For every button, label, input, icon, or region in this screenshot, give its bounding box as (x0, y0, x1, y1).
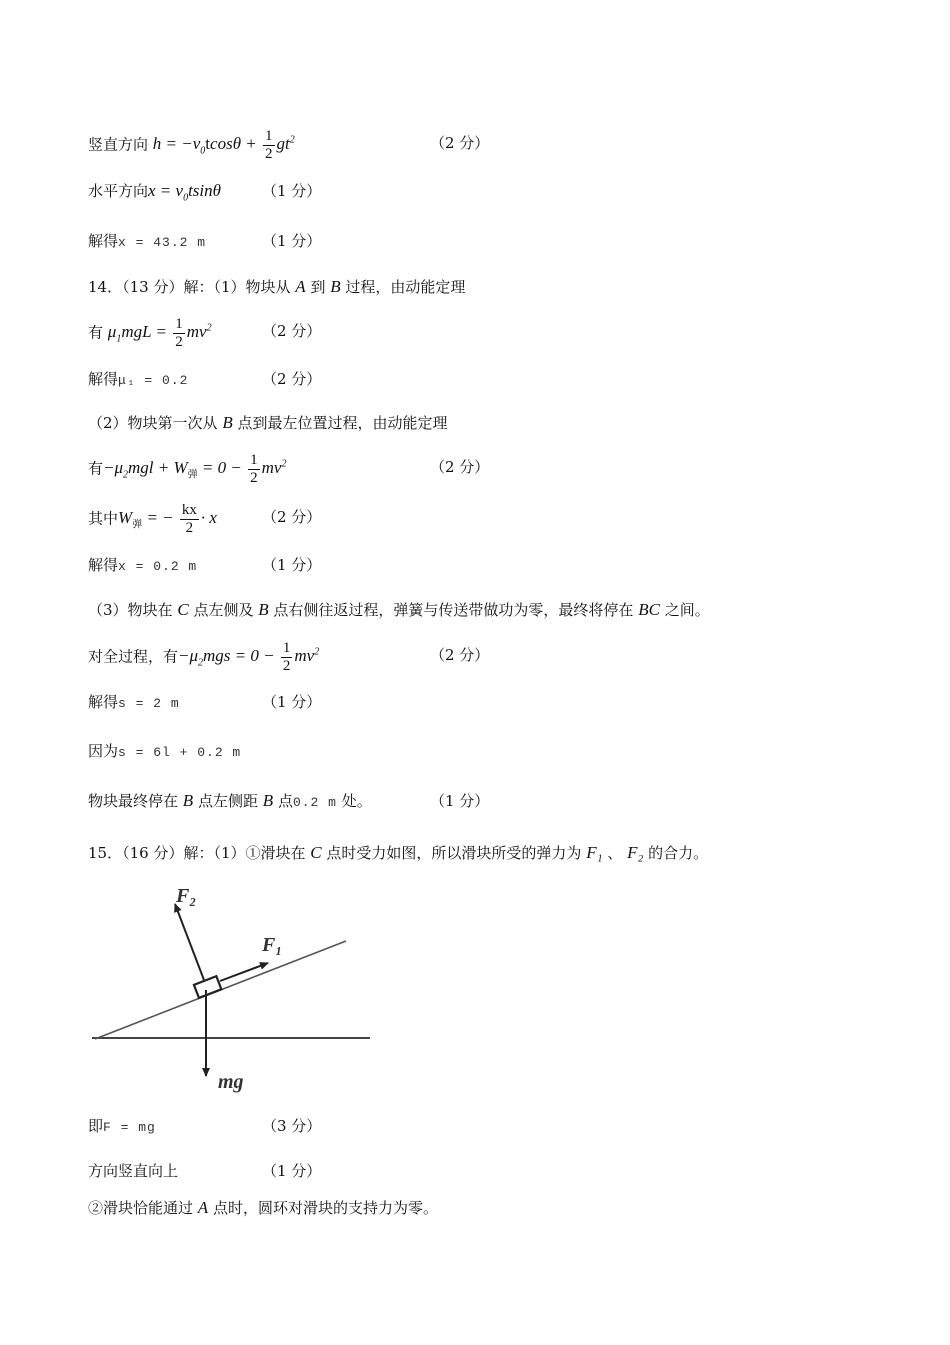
value-result: x = 43.2 m (118, 235, 207, 250)
eq-energy-2: $-\mu_2mgl + W_弹 = 0$ − $\frac{1}{2}$ $mv^2$ (103, 452, 287, 486)
eq-horizontal: $x = v_0tsin\theta$ (148, 181, 221, 204)
score-2: （1 分） (262, 182, 322, 200)
label-horizontal: 水平方向 (88, 182, 149, 200)
label-have: 有 (88, 459, 104, 478)
q14-text: 14．（13 分）解：（1）物块从 (88, 278, 291, 296)
point-b: B (258, 600, 269, 619)
label-ie: 即 (88, 1117, 104, 1135)
point-c: C (177, 600, 189, 619)
q15-text: 15．（16 分）解：（1）①滑块在 (88, 844, 306, 862)
final-stop-line (88, 790, 372, 814)
eq-spring-work: $W_弹$ = − $\frac{kx}{2}$ · x (118, 502, 217, 536)
force-f1: F₁ (586, 843, 603, 862)
label-result: 解得 (88, 556, 119, 574)
point-b: B (330, 277, 341, 296)
f2-label: F₂ (176, 885, 197, 907)
score-12: （2 分） (430, 646, 490, 664)
vertical-eq-line (88, 128, 295, 163)
part2-q15-line (88, 1197, 438, 1219)
part3-heading (88, 599, 710, 621)
part2-tail: 点到最左位置过程，由动能定理 (237, 414, 448, 432)
score-17: （3 分） (262, 1117, 322, 1135)
stop-mid2: 点 (277, 792, 293, 810)
q14-heading (88, 276, 465, 298)
q15-2-text: ②滑块恰能通过 (88, 1199, 194, 1217)
label-where: 其中 (88, 509, 119, 528)
label-whole: 对全过程，有 (88, 647, 179, 666)
mg-label: mg (218, 1071, 244, 1093)
horizontal-eq-line (88, 180, 221, 209)
slider-block (194, 976, 221, 998)
score-10: （1 分） (262, 556, 322, 574)
value-mu: μ₁ = 0.2 (118, 373, 189, 388)
whole-process-line (88, 640, 319, 675)
score-13: （1 分） (262, 693, 322, 711)
label-result: 解得 (88, 370, 119, 388)
spring-work-line (88, 502, 217, 537)
label-vertical: 竖直方向 (88, 135, 149, 154)
because-line (88, 740, 241, 764)
q15-heading (88, 842, 708, 864)
q15-2-tail: 点时，圆环对滑块的支持力为零。 (212, 1199, 438, 1217)
point-b: B (222, 413, 233, 432)
score-1: （2 分） (430, 134, 490, 152)
part2-text: （2）物块第一次从 (88, 414, 218, 432)
eq-energy-1: $\mu_1mgL$ = $\frac{1}{2}$ $mv^2$ (107, 316, 212, 350)
value-distance: 0.2 m (292, 795, 337, 810)
label-because: 因为 (88, 742, 119, 760)
score-5: （2 分） (262, 322, 322, 340)
score-18: （1 分） (262, 1162, 322, 1180)
energy-eq-line-1 (88, 316, 212, 351)
stop-text: 物块最终停在 (88, 792, 179, 810)
q14-tail: 过程，由动能定理 (345, 278, 466, 296)
value-s: s = 2 m (118, 696, 180, 711)
q15-mid: 点时受力如图，所以滑块所受的弹力为 (326, 844, 582, 862)
f1-label: F₁ (262, 934, 283, 956)
part2-heading (88, 412, 448, 434)
point-a: A (197, 1198, 209, 1217)
q15-sep: 、 (607, 844, 623, 862)
point-b: B (262, 791, 274, 810)
score-6: （2 分） (262, 370, 322, 388)
q15-tail: 的合力。 (648, 844, 709, 862)
eq-whole: $-\mu_2mgs = 0$ − $\frac{1}{2}$ $mv^2$ (178, 640, 320, 674)
score-8: （2 分） (430, 458, 490, 476)
resultant-line (88, 1115, 156, 1139)
direction-line: 方向竖直向上 (88, 1162, 179, 1180)
result-line-mu (88, 368, 188, 392)
force-f2: F₂ (627, 843, 644, 862)
stop-tail: 处。 (341, 792, 372, 810)
result-line-1 (88, 230, 206, 254)
result-line-s (88, 691, 180, 715)
value-f: F = mg (103, 1120, 156, 1135)
q14-mid: 到 (310, 278, 326, 296)
energy-eq-line-2 (88, 452, 286, 487)
stop-mid: 点左侧距 (197, 792, 258, 810)
eq-vertical: $h = -v_0tcos\theta$ + $\frac{1}{2}$ $gt^2$ (152, 128, 295, 162)
f1-arrow (220, 963, 268, 981)
label-result: 解得 (88, 693, 119, 711)
value-x: x = 0.2 m (118, 559, 198, 574)
part3-mid1: 点左侧及 (193, 601, 254, 619)
point-c: C (310, 843, 322, 862)
label-result: 解得 (88, 232, 119, 250)
value-s-relation: s = 6l + 0.2 m (118, 745, 242, 760)
f2-arrow (175, 904, 204, 980)
point-a: A (295, 277, 306, 296)
part3-text: （3）物块在 (88, 601, 173, 619)
score-3: （1 分） (262, 232, 322, 250)
force-diagram (90, 878, 380, 1098)
part3-tail: 之间。 (664, 601, 710, 619)
part3-mid2: 点右侧往返过程，弹簧与传送带做功为零，最终将停在 (273, 601, 634, 619)
point-b: B (182, 791, 194, 810)
result-line-x (88, 554, 197, 578)
segment-bc: BC (638, 600, 660, 619)
score-15: （1 分） (430, 792, 490, 810)
score-9: （2 分） (262, 508, 322, 526)
label-have: 有 (88, 323, 104, 342)
